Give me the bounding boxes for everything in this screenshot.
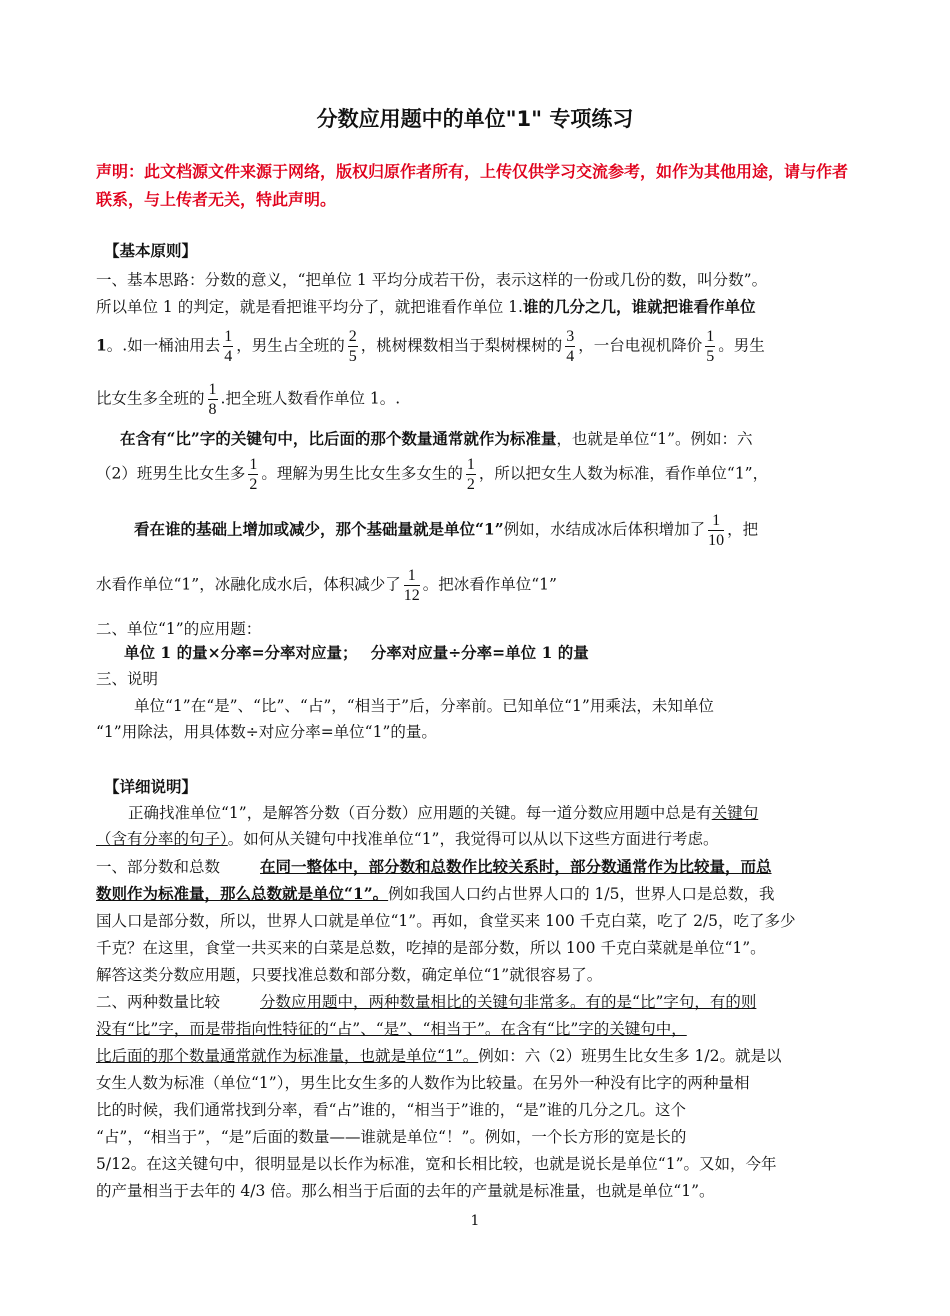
text-line (96, 1045, 856, 1067)
text-line: 5/12。在这关键句中，很明显是以长作为标准，宽和长相比较，也就是说长是单位“1”。又如，今年 (96, 1155, 777, 1173)
denominator: 10 (708, 532, 725, 549)
text-line: 比的时候，我们通常找到分率，看“占”谁的，“相当于”谁的，“是”谁的几分之几。这个 (96, 1101, 687, 1119)
fraction (708, 511, 724, 550)
text-span: 一、部分数和总数 (96, 858, 221, 876)
text-span: 比女生多全班的 (96, 389, 205, 408)
text-line-fractions (96, 566, 856, 605)
text-line: 千克？在这里，食堂一共买来的白菜是总数，吃掉的是部分数，所以 100 千克白菜就是单位“1”。 (96, 939, 766, 957)
copyright-notice: 声明：此文档源文件来源于网络，版权归原作者所有，上传仅供学习交流参考，如作为其他用途，请与作者联系，与上传者无关，特此声明。 (96, 162, 849, 209)
fraction (565, 327, 575, 366)
underline-span: 关键句 (711, 804, 759, 822)
underline-span: 比后面的那个数量通常就作为标准量，也就是单位“1”。 (96, 1047, 479, 1065)
text-line-fractions (96, 327, 856, 366)
denominator: 5 (706, 348, 715, 365)
text-span: 例如，水结成冰后体积增加了 (503, 520, 706, 539)
bold-span: 谁的几分之几，谁就把谁看作单位 (522, 297, 756, 316)
text-span: （2）班男生比女生多 (96, 464, 246, 483)
text-line: 的产量相当于去年的 4/3 倍。那么相当于后面的去年的产量就是标准量，也就是单位“1”。 (96, 1182, 715, 1200)
numerator: 3 (566, 328, 575, 345)
text-span: ，也就是单位“1”。例如：六 (556, 430, 753, 448)
text-span: 。如何从关键句中找准单位“1”，我觉得可以从以下这些方面进行考虑。 (227, 830, 719, 848)
fraction (705, 327, 715, 366)
section-heading-basic: 【基本原则】 (104, 241, 198, 260)
text-line: 单位“1”在“是”、“比”、“占”，“相当于”后，分率前。已知单位“1”用乘法，未知单位 (134, 697, 714, 715)
fraction (223, 327, 233, 366)
denominator: 2 (249, 476, 258, 493)
text-line-fractions (134, 511, 894, 550)
bold-span: 1 (96, 335, 107, 355)
text-span: ，男生占全班的 (236, 336, 345, 355)
bold-span: 看在谁的基础上增加或减少，那个基础量就是单位“1” (134, 519, 504, 539)
text-line: 二、单位“1”的应用题： (96, 620, 262, 638)
text-line (96, 856, 856, 878)
bold-underline-span: 数则作为标准量，那么总数就是单位“1”。 (96, 884, 389, 903)
text-span: 二、两种数量比较 (96, 993, 221, 1011)
text-span: ，桃树棵数相当于梨树棵树的 (360, 336, 563, 355)
denominator: 4 (224, 348, 233, 365)
text-line (120, 428, 880, 450)
text-span: 所以单位 1 的判定，就是看把谁平均分了，就把谁看作单位 1. (96, 298, 523, 316)
fraction (404, 566, 420, 605)
bold-span: 在含有“比”字的关键句中，比后面的那个数量通常就作为标准量 (120, 429, 557, 448)
text-span: 水看作单位“1”，冰融化成水后，体积减少了 (96, 575, 401, 594)
text-span: 。.如一桶油用去 (106, 336, 221, 355)
bold-underline-span: 在同一整体中，部分数和总数作比较关系时，部分数通常作为比较量，而总 (260, 857, 772, 876)
text-line (96, 296, 856, 318)
section-heading-detail: 【详细说明】 (104, 777, 198, 796)
numerator: 1 (708, 511, 724, 531)
underline-span: （含有分率的句子） (96, 830, 228, 848)
fraction (466, 455, 476, 494)
denominator: 8 (208, 401, 217, 418)
fraction (348, 327, 358, 366)
text-span: ，所以把女生人数为标准，看作单位“1”， (478, 464, 769, 483)
text-line: “1”用除法，用具体数÷对应分率=单位“1”的量。 (96, 723, 437, 741)
underline-span: 分数应用题中，两种数量相比的关键句非常多。有的是“比”字句，有的则 (260, 993, 757, 1011)
page-number: 1 (470, 1213, 480, 1229)
fraction (248, 455, 258, 494)
numerator: 1 (706, 328, 715, 345)
text-span: 。理解为男生比女生多女生的 (261, 464, 463, 483)
text-span: 例如我国人口约占世界人口的 1/5，世界人口是总数，我 (388, 885, 775, 903)
text-line: 三、说明 (96, 670, 159, 688)
text-line: 解答这类分数应用题，只要找准总数和部分数，确定单位“1”就很容易了。 (96, 966, 603, 984)
numerator: 1 (208, 381, 217, 398)
text-line: 女生人数为标准（单位“1”），男生比女生多的人数作为比较量。在另外一种没有比字的两种量相 (96, 1074, 750, 1092)
denominator: 12 (403, 587, 420, 604)
text-span: 例如：六（2）班男生比女生多 1/2。就是以 (478, 1047, 782, 1065)
numerator: 2 (348, 328, 357, 345)
text-line: 一、基本思路：分数的意义，“把单位 1 平均分成若干份，表示这样的一份或几份的数，叫分数”。 (96, 271, 768, 289)
text-span: ，一台电视机降价 (578, 336, 703, 355)
text-span: 。男生 (718, 336, 765, 355)
text-line (96, 883, 856, 905)
text-span: 。把冰看作单位“1” (422, 575, 557, 594)
text-line: 国人口是部分数，所以，世界人口就是单位“1”。再如，食堂买来 100 千克白菜，吃了 2/5，吃了多少 (96, 912, 796, 930)
text-line: 没有“比”字，而是带指向性特征的“占”、“是”、“相当于”。在含有“比”字的关键句中， (96, 1020, 687, 1038)
numerator: 1 (466, 456, 475, 473)
numerator: 1 (249, 456, 258, 473)
denominator: 4 (566, 348, 575, 365)
text-line-fractions (96, 455, 856, 494)
formula-line: 单位 1 的量×分率=分率对应量； 分率对应量÷分率=单位 1 的量 (124, 643, 589, 662)
text-line-fractions (96, 380, 856, 419)
numerator: 1 (404, 566, 420, 586)
fraction (208, 380, 218, 419)
page-title: 分数应用题中的单位"1" 专项练习 (316, 107, 634, 131)
text-span: 正确找准单位“1”，是解答分数（百分数）应用题的关键。每一道分数应用题中总是有 (128, 804, 712, 822)
denominator: 5 (348, 348, 357, 365)
text-line (128, 802, 888, 824)
text-line: “占”，“相当于”，“是”后面的数量——谁就是单位“！”。例如，一个长方形的宽是长的 (96, 1128, 687, 1146)
text-span: .把全班人数看作单位 1。. (220, 389, 401, 408)
denominator: 2 (466, 476, 475, 493)
numerator: 1 (224, 328, 233, 345)
text-span: ，把 (727, 520, 759, 539)
text-line (96, 828, 856, 850)
text-line (96, 991, 856, 1013)
